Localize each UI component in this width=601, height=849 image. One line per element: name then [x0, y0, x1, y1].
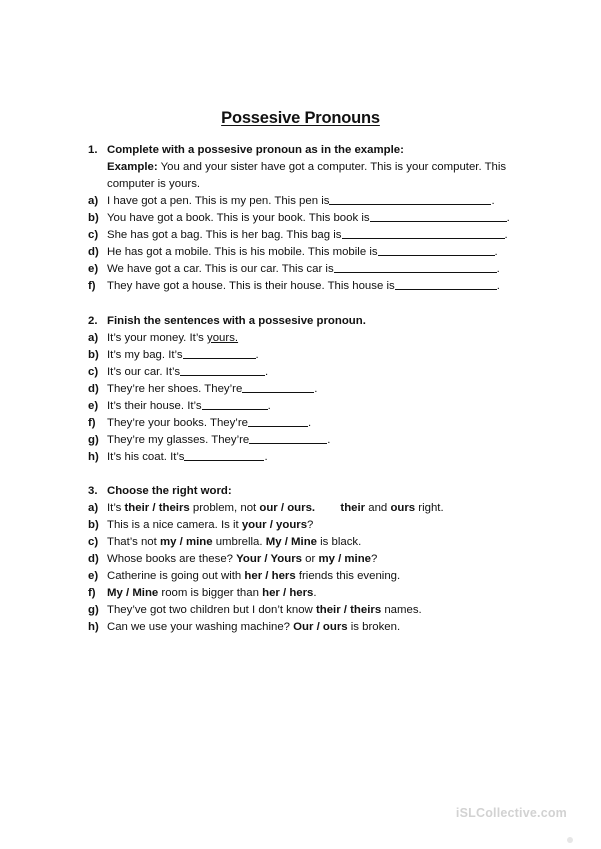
section-2	[88, 313, 538, 466]
item-letter: c)	[88, 536, 99, 548]
item-letter: a)	[88, 195, 99, 207]
item-letter: f)	[88, 587, 96, 599]
exercise-item	[88, 449, 538, 466]
choice-item	[88, 568, 538, 585]
example-text-line1: You and your sister have got a computer. This is your computer. This	[157, 161, 507, 173]
sentence-fragment: .	[313, 587, 317, 599]
item-text	[107, 585, 317, 602]
word-choice[interactable]: ours	[390, 502, 416, 514]
choice-item	[88, 619, 538, 636]
item-letter: g)	[88, 434, 99, 446]
exercise-item	[88, 398, 538, 415]
answer-blank[interactable]	[248, 415, 308, 427]
item-text: It’s our car. It’s	[107, 366, 181, 378]
item-end: .	[267, 400, 271, 412]
sentence-fragment: room is bigger than	[158, 587, 263, 599]
sentence-fragment: umbrella.	[212, 536, 266, 548]
item-text: They’re her shoes. They’re	[107, 383, 243, 395]
section-3	[88, 483, 538, 636]
item-text: They’re your books. They’re	[107, 417, 248, 429]
item-text	[107, 517, 313, 534]
section-heading-text: Complete with a possesive pronoun as in the example:	[107, 144, 404, 156]
item-letter: b)	[88, 212, 99, 224]
item-letter: d)	[88, 383, 99, 395]
section-number: 2.	[88, 315, 98, 327]
item-text: I have got a pen. This is my pen. This pen is	[107, 195, 330, 207]
exercise-item	[88, 381, 538, 398]
exercise-item	[88, 227, 538, 244]
sentence-fragment: right.	[415, 502, 444, 514]
item-end: .	[504, 229, 508, 241]
exercise-item	[88, 347, 538, 364]
sentence-fragment	[315, 502, 340, 514]
sentence-fragment: Whose books are these?	[107, 553, 237, 565]
exercise-item	[88, 364, 538, 381]
sentence-fragment: names.	[381, 604, 422, 616]
item-letter: h)	[88, 621, 99, 633]
item-end: .	[265, 366, 269, 378]
word-choice[interactable]: my / mine	[159, 536, 213, 548]
section-number: 1.	[88, 144, 98, 156]
word-choice[interactable]: their / theirs	[315, 604, 382, 616]
word-choice[interactable]: your / yours	[241, 519, 308, 531]
answer-blank[interactable]	[242, 381, 314, 393]
sentence-fragment: ?	[371, 553, 378, 565]
exercise-item	[88, 278, 538, 295]
sentence-fragment: They’ve got two children but I don’t know	[107, 604, 316, 616]
answer-blank[interactable]	[370, 210, 507, 222]
item-text: We have got a car. This is our car. This car is	[107, 263, 334, 275]
item-text: She has got a bag. This is her bag. This bag is	[107, 229, 342, 241]
item-text	[107, 551, 377, 568]
sentence-fragment: This is a nice camera. Is it	[107, 519, 242, 531]
example-block	[107, 159, 538, 193]
item-letter: h)	[88, 451, 99, 463]
exercise-item	[88, 210, 538, 227]
word-choice[interactable]: our / ours.	[259, 502, 316, 514]
word-choice[interactable]: her / hers	[244, 570, 296, 582]
exercise-item	[88, 432, 538, 449]
answer-blank[interactable]	[329, 193, 491, 205]
answer-blank[interactable]	[334, 261, 497, 273]
exercise-item	[88, 261, 538, 278]
sentence-fragment: problem, not	[189, 502, 260, 514]
item-text	[107, 500, 444, 517]
exercise-item	[88, 244, 538, 261]
watermark-dot	[567, 837, 573, 843]
example-label: Example:	[107, 161, 158, 173]
sentence-fragment: or	[302, 553, 319, 565]
answer-blank[interactable]	[183, 347, 256, 359]
page-title: Possesive Pronouns	[221, 109, 380, 127]
sentence-fragment: Can we use your washing machine?	[107, 621, 294, 633]
item-letter: e)	[88, 263, 99, 275]
item-letter: c)	[88, 366, 99, 378]
answer-blank[interactable]	[378, 244, 495, 256]
item-letter: g)	[88, 604, 99, 616]
item-end: .	[307, 417, 312, 429]
sentence-fragment: and	[365, 502, 391, 514]
exercise-item	[88, 330, 538, 347]
section-1	[88, 142, 538, 295]
word-choice[interactable]: Your / Yours	[236, 553, 302, 565]
choice-item	[88, 551, 538, 568]
item-text	[107, 619, 400, 636]
item-end: .	[496, 263, 500, 275]
word-choice[interactable]: their / theirs	[124, 502, 190, 514]
sentence-fragment: It’s	[107, 502, 125, 514]
item-text: You have got a book. This is your book. This book is	[107, 212, 370, 224]
word-choice[interactable]: their	[340, 502, 366, 514]
answer-blank[interactable]	[249, 432, 327, 444]
example-text-line2: computer is yours.	[107, 178, 201, 190]
section-number: 3.	[88, 485, 98, 497]
item-letter: e)	[88, 400, 99, 412]
section-heading-text: Finish the sentences with a possesive pronoun.	[107, 315, 366, 327]
item-end: .	[491, 195, 495, 207]
section-1-heading	[88, 142, 538, 159]
choice-item	[88, 585, 538, 602]
answer-blank[interactable]	[180, 364, 265, 376]
item-end: .	[264, 451, 268, 463]
word-choice[interactable]: Our / ours	[293, 621, 348, 633]
answer-blank[interactable]	[202, 398, 268, 410]
item-text: It’s your money. It’s	[107, 332, 208, 344]
choice-item	[88, 517, 538, 534]
item-letter: c)	[88, 229, 99, 241]
item-text: They’re my glasses. They’re	[107, 434, 250, 446]
word-choice[interactable]: My / Mine	[107, 587, 159, 599]
item-letter: d)	[88, 553, 99, 565]
sentence-fragment: Catherine is going out with	[107, 570, 245, 582]
item-letter: d)	[88, 246, 99, 258]
answer-blank[interactable]	[184, 449, 264, 461]
item-text: It’s my bag. It’s	[107, 349, 183, 361]
word-choice[interactable]: my / mine	[318, 553, 372, 565]
section-3-heading	[88, 483, 538, 500]
item-text: It’s their house. It’s	[107, 400, 202, 412]
item-letter: e)	[88, 570, 99, 582]
sentence-fragment: friends this evening.	[295, 570, 401, 582]
sentence-fragment: is black.	[316, 536, 362, 548]
item-end: .	[314, 383, 318, 395]
choice-item	[88, 534, 538, 551]
item-text	[107, 568, 400, 585]
item-letter: f)	[88, 417, 96, 429]
item-text: They have got a house. This is their house. This house is	[107, 280, 395, 292]
answer-blank[interactable]	[342, 227, 505, 239]
word-choice[interactable]: her / hers	[262, 587, 314, 599]
item-text: It’s his coat. It’s	[107, 451, 185, 463]
sentence-fragment: ?	[307, 519, 314, 531]
item-text: He has got a mobile. This is his mobile. This mobile is	[107, 246, 378, 258]
item-end: .	[255, 349, 259, 361]
item-end: .	[496, 280, 500, 292]
item-end: .	[327, 434, 331, 446]
item-letter: b)	[88, 519, 99, 531]
example-answer: yours.	[207, 332, 239, 344]
item-letter: a)	[88, 502, 99, 514]
item-text	[107, 602, 422, 619]
word-choice[interactable]: My / Mine	[265, 536, 317, 548]
sentence-fragment: That’s not	[107, 536, 160, 548]
item-letter: b)	[88, 349, 99, 361]
choice-item	[88, 602, 538, 619]
watermark-logo: iSLCollective.com	[455, 806, 567, 820]
item-letter: f)	[88, 280, 96, 292]
item-end: .	[506, 212, 510, 224]
item-text	[107, 534, 361, 551]
answer-blank[interactable]	[395, 278, 497, 290]
sentence-fragment: is broken.	[347, 621, 401, 633]
exercise-item	[88, 193, 538, 210]
choice-item	[88, 500, 538, 517]
item-letter: a)	[88, 332, 99, 344]
item-end: .	[494, 246, 498, 258]
section-heading-text: Choose the right word:	[107, 485, 232, 497]
section-2-heading	[88, 313, 538, 330]
exercise-item	[88, 415, 538, 432]
